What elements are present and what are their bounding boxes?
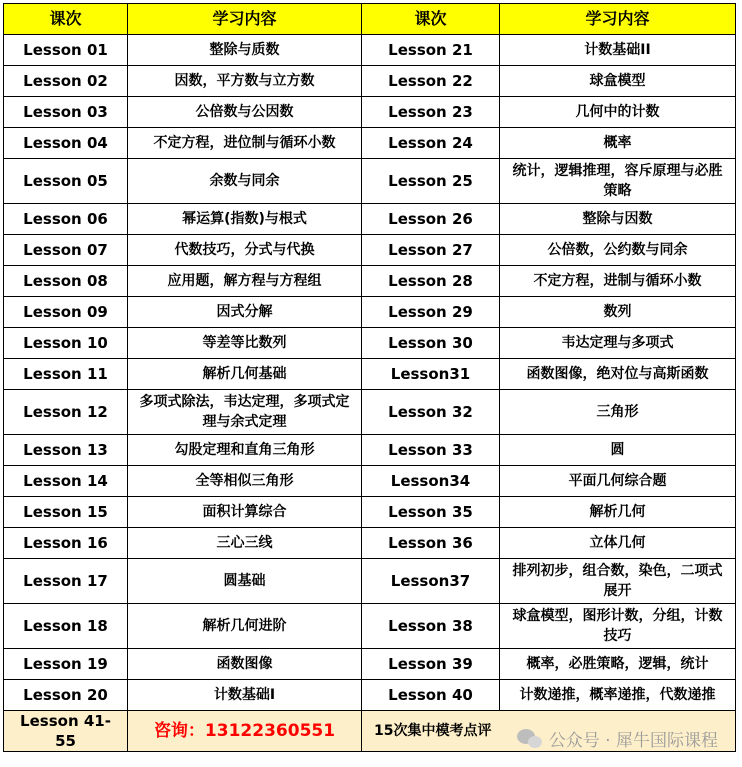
topic-cell: 面积计算综合 — [128, 497, 362, 528]
topic-cell: 不定方程，进位制与循环小数 — [128, 128, 362, 159]
table-row — [4, 328, 736, 359]
lesson-cell: Lesson 28 — [362, 266, 500, 297]
lesson-cell: Lesson 30 — [362, 328, 500, 359]
lesson-cell: Lesson 24 — [362, 128, 500, 159]
header-content-2: 学习内容 — [500, 4, 736, 35]
topic-cell: 整除与质数 — [128, 35, 362, 66]
lesson-cell: Lesson 11 — [4, 359, 128, 390]
lesson-cell: Lesson 18 — [4, 604, 128, 649]
topic-cell: 多项式除法，韦达定理，多项式定理与余式定理 — [128, 390, 362, 435]
lesson-cell: Lesson 29 — [362, 297, 500, 328]
topic-cell: 解析几何 — [500, 497, 736, 528]
topic-cell: 统计，逻辑推理，容斥原理与必胜策略 — [500, 159, 736, 204]
topic-cell: 圆 — [500, 435, 736, 466]
lesson-cell: Lesson 15 — [4, 497, 128, 528]
lesson-cell: Lesson 10 — [4, 328, 128, 359]
lesson-cell: Lesson 04 — [4, 128, 128, 159]
topic-cell: 立体几何 — [500, 528, 736, 559]
lesson-cell: Lesson 08 — [4, 266, 128, 297]
header-content-1: 学习内容 — [128, 4, 362, 35]
lesson-cell: Lesson37 — [362, 559, 500, 604]
topic-cell: 幂运算(指数)与根式 — [128, 204, 362, 235]
lesson-cell: Lesson31 — [362, 359, 500, 390]
lesson-cell: Lesson 12 — [4, 390, 128, 435]
lesson-cell: Lesson 38 — [362, 604, 500, 649]
topic-cell: 球盒模型，图形计数，分组，计数技巧 — [500, 604, 736, 649]
topic-cell: 计数基础I — [128, 680, 362, 711]
topic-cell: 全等相似三角形 — [128, 466, 362, 497]
topic-cell: 公倍数与公因数 — [128, 97, 362, 128]
topic-cell: 应用题，解方程与方程组 — [128, 266, 362, 297]
topic-cell: 三心三线 — [128, 528, 362, 559]
topic-cell: 概率，必胜策略，逻辑，统计 — [500, 649, 736, 680]
table-row — [4, 66, 736, 97]
lesson-cell: Lesson 02 — [4, 66, 128, 97]
topic-cell: 平面几何综合题 — [500, 466, 736, 497]
topic-cell: 计数递推，概率递推，代数递推 — [500, 680, 736, 711]
table-row — [4, 390, 736, 435]
lesson-cell: Lesson 17 — [4, 559, 128, 604]
header-row — [4, 4, 736, 35]
table-row — [4, 559, 736, 604]
lesson-cell: Lesson 14 — [4, 466, 128, 497]
lesson-cell: Lesson 26 — [362, 204, 500, 235]
topic-cell: 勾股定理和直角三角形 — [128, 435, 362, 466]
topic-cell: 排列初步，组合数，染色，二项式展开 — [500, 559, 736, 604]
topic-cell: 不定方程，进制与循环小数 — [500, 266, 736, 297]
lesson-cell: Lesson 19 — [4, 649, 128, 680]
table-row — [4, 297, 736, 328]
watermark-text: 公众号 · 犀牛国际课程 — [548, 731, 718, 751]
lesson-cell: Lesson 20 — [4, 680, 128, 711]
table-row — [4, 235, 736, 266]
table-row — [4, 649, 736, 680]
footer-lesson: Lesson 41-55 — [4, 711, 128, 752]
table-row — [4, 435, 736, 466]
header-lesson-2: 课次 — [362, 4, 500, 35]
topic-cell: 解析几何进阶 — [128, 604, 362, 649]
lesson-cell: Lesson 03 — [4, 97, 128, 128]
table-row — [4, 497, 736, 528]
lesson-cell: Lesson 40 — [362, 680, 500, 711]
table-row — [4, 466, 736, 497]
contact-phone: 咨询：13122360551 — [128, 711, 362, 752]
topic-cell: 因式分解 — [128, 297, 362, 328]
topic-cell: 圆基础 — [128, 559, 362, 604]
topic-cell: 公倍数，公约数与同余 — [500, 235, 736, 266]
lesson-cell: Lesson 22 — [362, 66, 500, 97]
lesson-cell: Lesson 13 — [4, 435, 128, 466]
table-row — [4, 359, 736, 390]
topic-cell: 等差等比数列 — [128, 328, 362, 359]
wechat-icon — [517, 729, 543, 749]
table-row — [4, 97, 736, 128]
lesson-cell: Lesson 01 — [4, 35, 128, 66]
lesson-cell: Lesson 36 — [362, 528, 500, 559]
footer-note: 15次集中模考点评 — [362, 711, 736, 752]
table-row — [4, 128, 736, 159]
table-row — [4, 204, 736, 235]
table-row — [4, 266, 736, 297]
table-row — [4, 35, 736, 66]
topic-cell: 代数技巧，分式与代换 — [128, 235, 362, 266]
topic-cell: 余数与同余 — [128, 159, 362, 204]
lesson-cell: Lesson 23 — [362, 97, 500, 128]
topic-cell: 计数基础II — [500, 35, 736, 66]
topic-cell: 解析几何基础 — [128, 359, 362, 390]
lesson-cell: Lesson 09 — [4, 297, 128, 328]
lesson-cell: Lesson 35 — [362, 497, 500, 528]
topic-cell: 函数图像，绝对位与高斯函数 — [500, 359, 736, 390]
table-row — [4, 528, 736, 559]
table-row — [4, 604, 736, 649]
lesson-cell: Lesson 33 — [362, 435, 500, 466]
topic-cell: 三角形 — [500, 390, 736, 435]
lesson-cell: Lesson 27 — [362, 235, 500, 266]
lesson-cell: Lesson 06 — [4, 204, 128, 235]
lesson-cell: Lesson 25 — [362, 159, 500, 204]
lesson-cell: Lesson 32 — [362, 390, 500, 435]
topic-cell: 函数图像 — [128, 649, 362, 680]
lesson-cell: Lesson34 — [362, 466, 500, 497]
topic-cell: 概率 — [500, 128, 736, 159]
table-row — [4, 159, 736, 204]
topic-cell: 因数，平方数与立方数 — [128, 66, 362, 97]
topic-cell: 球盒模型 — [500, 66, 736, 97]
lesson-cell: Lesson 16 — [4, 528, 128, 559]
table-body — [4, 35, 736, 711]
lesson-cell: Lesson 05 — [4, 159, 128, 204]
watermark — [517, 726, 718, 751]
curriculum-table — [3, 3, 736, 752]
topic-cell: 韦达定理与多项式 — [500, 328, 736, 359]
topic-cell: 整除与因数 — [500, 204, 736, 235]
header-lesson-1: 课次 — [4, 4, 128, 35]
lesson-cell: Lesson 07 — [4, 235, 128, 266]
lesson-cell: Lesson 21 — [362, 35, 500, 66]
table-row — [4, 680, 736, 711]
topic-cell: 数列 — [500, 297, 736, 328]
topic-cell: 几何中的计数 — [500, 97, 736, 128]
lesson-cell: Lesson 39 — [362, 649, 500, 680]
